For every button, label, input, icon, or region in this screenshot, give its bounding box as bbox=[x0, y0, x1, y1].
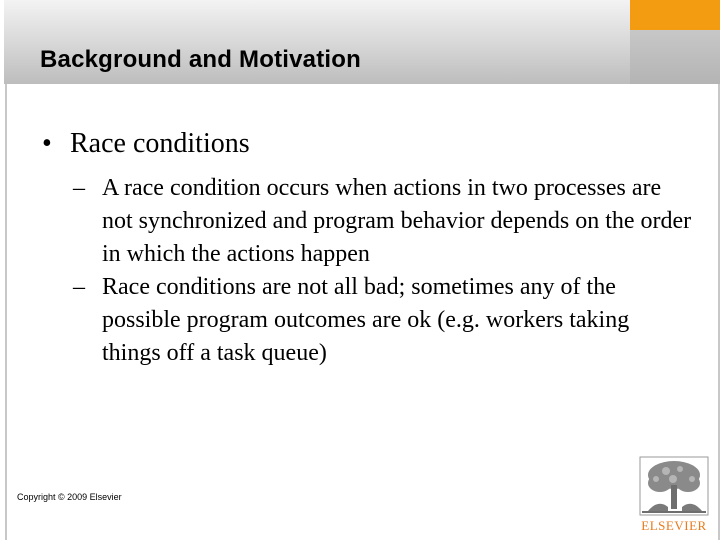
dash-marker: – bbox=[73, 274, 85, 300]
bullet-text: Race conditions bbox=[70, 128, 250, 159]
slide-title: Background and Motivation bbox=[40, 46, 362, 73]
accent-block-grey bbox=[630, 30, 720, 84]
left-border-line bbox=[5, 84, 7, 540]
sub-bullet-text: A race condition occurs when actions in two processes are not synchronized and program behavior depends on the order in which the actions happen bbox=[102, 175, 692, 267]
dash-marker: – bbox=[73, 175, 85, 201]
elsevier-wordmark: ELSEVIER bbox=[641, 518, 707, 533]
bullet-item bbox=[42, 128, 250, 160]
accent-block-orange bbox=[630, 0, 720, 30]
sub-bullet-text: Race conditions are not all bad; sometimes any of the possible program outcomes are ok (e.g. workers taking things off a task queue) bbox=[102, 274, 630, 366]
title-bar-edge bbox=[0, 0, 4, 84]
sub-bullet-item bbox=[73, 172, 693, 271]
copyright-notice: Copyright © 2009 Elsevier bbox=[17, 492, 122, 502]
sub-bullet-item bbox=[73, 271, 693, 370]
sub-bullet-list bbox=[73, 172, 693, 370]
bullet-marker: • bbox=[42, 128, 52, 159]
